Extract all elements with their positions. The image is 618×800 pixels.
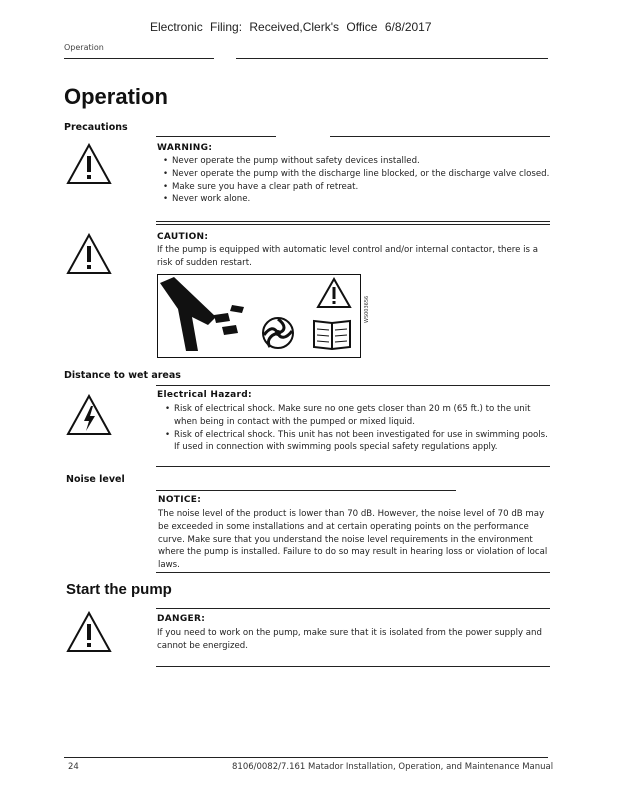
rule	[156, 608, 550, 609]
rule	[156, 490, 456, 491]
warning-item: • Never operate the pump with the discharge line blocked, or the discharge valve closed.	[172, 168, 550, 181]
caution-label: CAUTION:	[157, 232, 209, 242]
footer-rule	[64, 757, 548, 758]
danger-text: If you need to work on the pump, make sure that it is isolated from the power supply and cannot be energized.	[157, 628, 542, 651]
figure-code: WS003656	[364, 295, 370, 323]
manual-title: 8106/0082/7.161 Matador Installation, Operation, and Maintenance Manual	[232, 762, 554, 772]
notice-text: The noise level of the product is lower than 70 dB. However, the noise level of 70 dB may be exceeded in some installations and at certain operating points on the performance curve. Make sure that you understand the noise level requirements in the environment where the pump is installed. Failure to do so may result in hearing loss or violation of local laws.	[158, 509, 548, 571]
running-head: Operation	[64, 43, 104, 52]
warning-item: • Never work alone.	[172, 193, 550, 206]
header-rule-right	[236, 58, 548, 59]
restart-hazard-figure	[157, 274, 370, 358]
notice-label: NOTICE:	[158, 495, 202, 505]
caution-triangle-icon	[66, 233, 112, 275]
rule	[156, 466, 550, 467]
precautions-heading: Precautions	[64, 122, 128, 133]
page-title: Operation	[64, 84, 168, 109]
rule	[156, 385, 550, 386]
warning-triangle-icon	[66, 143, 112, 185]
rule	[156, 221, 550, 222]
distance-heading: Distance to wet areas	[64, 370, 181, 381]
warning-list	[158, 155, 550, 206]
danger-label: DANGER:	[157, 614, 206, 624]
rule	[156, 572, 550, 573]
header-rule-left	[64, 58, 214, 59]
warning-label: WARNING:	[157, 143, 213, 153]
rule	[330, 136, 550, 137]
rule	[156, 224, 550, 225]
hand-impeller-pictogram	[158, 275, 360, 357]
electrical-item: • Risk of electrical shock. This unit has not been investigated for use in swimming pools. If used in connection with swimming pools special safety regulations apply.	[174, 429, 550, 455]
electrical-hazard-icon	[66, 394, 112, 436]
rule	[156, 666, 550, 667]
filing-stamp: Electronic Filing: Received,Clerk's Office 6/8/2017	[150, 20, 432, 34]
page-number: 24	[68, 762, 79, 772]
electrical-hazard-label: Electrical Hazard:	[157, 390, 252, 400]
electrical-list	[160, 403, 550, 454]
warning-item: • Never operate the pump without safety devices installed.	[172, 155, 550, 168]
start-heading: Start the pump	[66, 581, 172, 598]
electrical-item: • Risk of electrical shock. Make sure no one gets closer than 20 m (65 ft.) to the unit when being in contact with the pumped or mixed liquid.	[174, 403, 550, 429]
rule	[156, 136, 276, 137]
caution-text: If the pump is equipped with automatic level control and/or internal contactor, there is a risk of sudden restart.	[157, 245, 539, 268]
danger-triangle-icon	[66, 611, 112, 653]
noise-heading: Noise level	[66, 474, 125, 485]
warning-item: • Make sure you have a clear path of retreat.	[172, 181, 550, 194]
